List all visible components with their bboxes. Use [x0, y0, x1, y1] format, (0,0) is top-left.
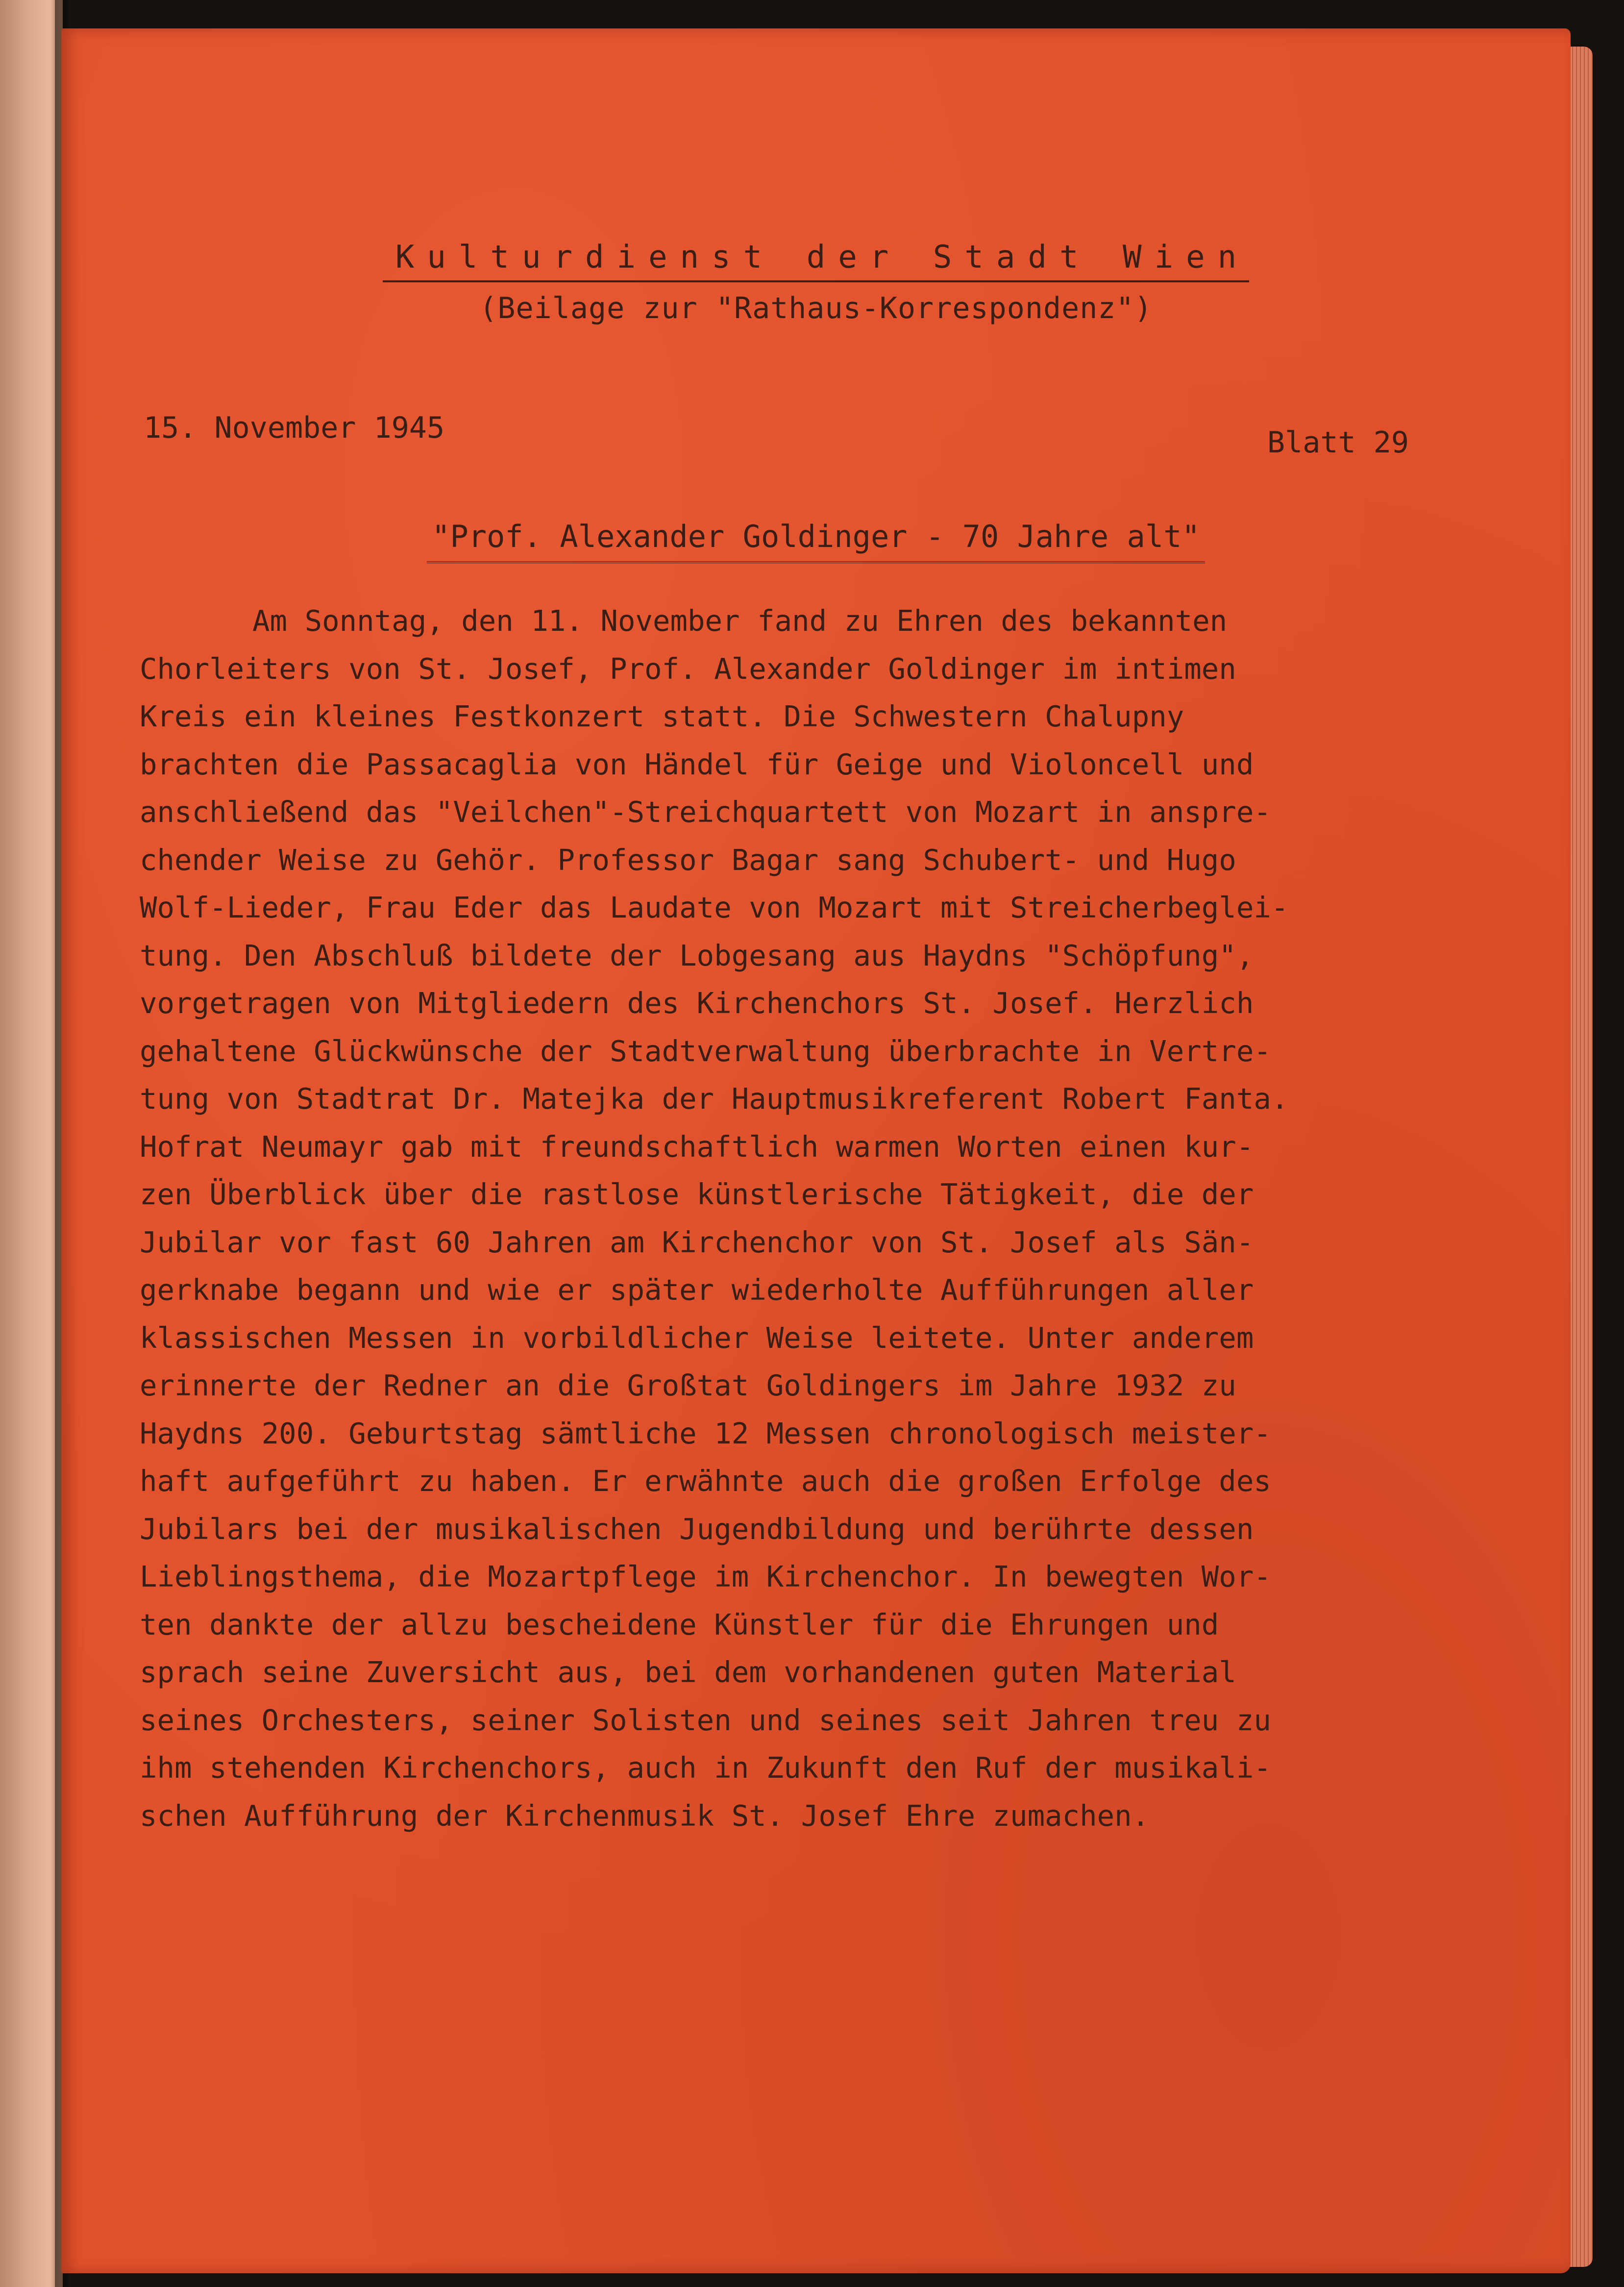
text-line: schen Aufführung der Kirchenmusik St. Josef Ehre zumachen. [140, 1798, 1150, 1833]
subtitle: (Beilage zur "Rathaus-Korrespondenz") [479, 291, 1153, 325]
article-body [140, 597, 1502, 1840]
article-title-text: "Prof. Alexander Goldinger - 70 Jahre alt" [427, 519, 1205, 563]
left-page-edge [0, 0, 63, 2287]
text-line: Chorleiters von St. Josef, Prof. Alexander Goldinger im intimen [140, 651, 1236, 686]
text-line: Jubilars bei der musikalischen Jugendbildung und berührte dessen [140, 1512, 1254, 1546]
text-line: tung. Den Abschluß bildete der Lobgesang aus Haydns "Schöpfung", [140, 938, 1254, 972]
text-line: sprach seine Zuversicht aus, bei dem vorhandenen guten Material [140, 1655, 1236, 1689]
text-line: vorgetragen von Mitgliedern des Kirchenchors St. Josef. Herzlich [140, 986, 1254, 1020]
text-line: chender Weise zu Gehör. Professor Bagar sang Schubert- und Hugo [140, 843, 1236, 877]
sheet-number: Blatt 29 [1267, 425, 1409, 460]
text-line: haft aufgeführt zu haben. Er erwähnte auch die großen Erfolge des [140, 1464, 1271, 1498]
text-line: Hofrat Neumayr gab mit freundschaftlich warmen Worten einen kur- [140, 1129, 1254, 1164]
text-line: tung von Stadtrat Dr. Matejka der Hauptmusikreferent Robert Fanta. [140, 1082, 1289, 1116]
text-line: anschließend das "Veilchen"-Streichquartett von Mozart in anspre- [140, 795, 1271, 829]
text-line: zen Überblick über die rastlose künstlerische Tätigkeit, die der [140, 1177, 1254, 1211]
date: 15. November 1945 [144, 411, 445, 445]
header [61, 239, 1571, 325]
text-line: klassischen Messen in vorbildlicher Weise leitete. Unter anderem [140, 1320, 1254, 1355]
text-line: ihm stehenden Kirchenchors, auch in Zukunft den Ruf der musikali- [140, 1751, 1271, 1785]
text-line: seines Orchesters, seiner Solisten und seines seit Jahren treu zu [140, 1703, 1271, 1737]
text-line: Wolf-Lieder, Frau Eder das Laudate von Mozart mit Streicherbeglei- [140, 891, 1289, 924]
text-line: Haydns 200. Geburtstag sämtliche 12 Messen chronologisch meister- [140, 1416, 1271, 1450]
text-line: gehaltene Glückwünsche der Stadtverwaltung überbrachte in Vertre- [140, 1034, 1271, 1068]
masthead: Kulturdienst der Stadt Wien [383, 239, 1249, 282]
text-line: Kreis ein kleines Festkonzert statt. Die Schwestern Chalupny [140, 699, 1184, 733]
text-line: erinnerte der Redner an die Großtat Goldingers im Jahre 1932 zu [140, 1368, 1236, 1402]
text-line: Am Sonntag, den 11. November fand zu Ehren des bekannten [252, 604, 1228, 638]
text-line: brachten die Passacaglia von Händel für Geige und Violoncell und [140, 747, 1254, 781]
text-line: gerknabe begann und wie er später wiederholte Aufführungen aller [140, 1273, 1254, 1307]
article-title [61, 519, 1571, 563]
text-line: Lieblingsthema, die Mozartpflege im Kirchenchor. In bewegten Wor- [140, 1560, 1271, 1593]
text-line: Jubilar vor fast 60 Jahren am Kirchenchor von St. Josef als Sän- [140, 1225, 1254, 1259]
document-page [61, 28, 1571, 2273]
text-line: ten dankte der allzu bescheidene Künstler für die Ehrungen und [140, 1607, 1219, 1641]
